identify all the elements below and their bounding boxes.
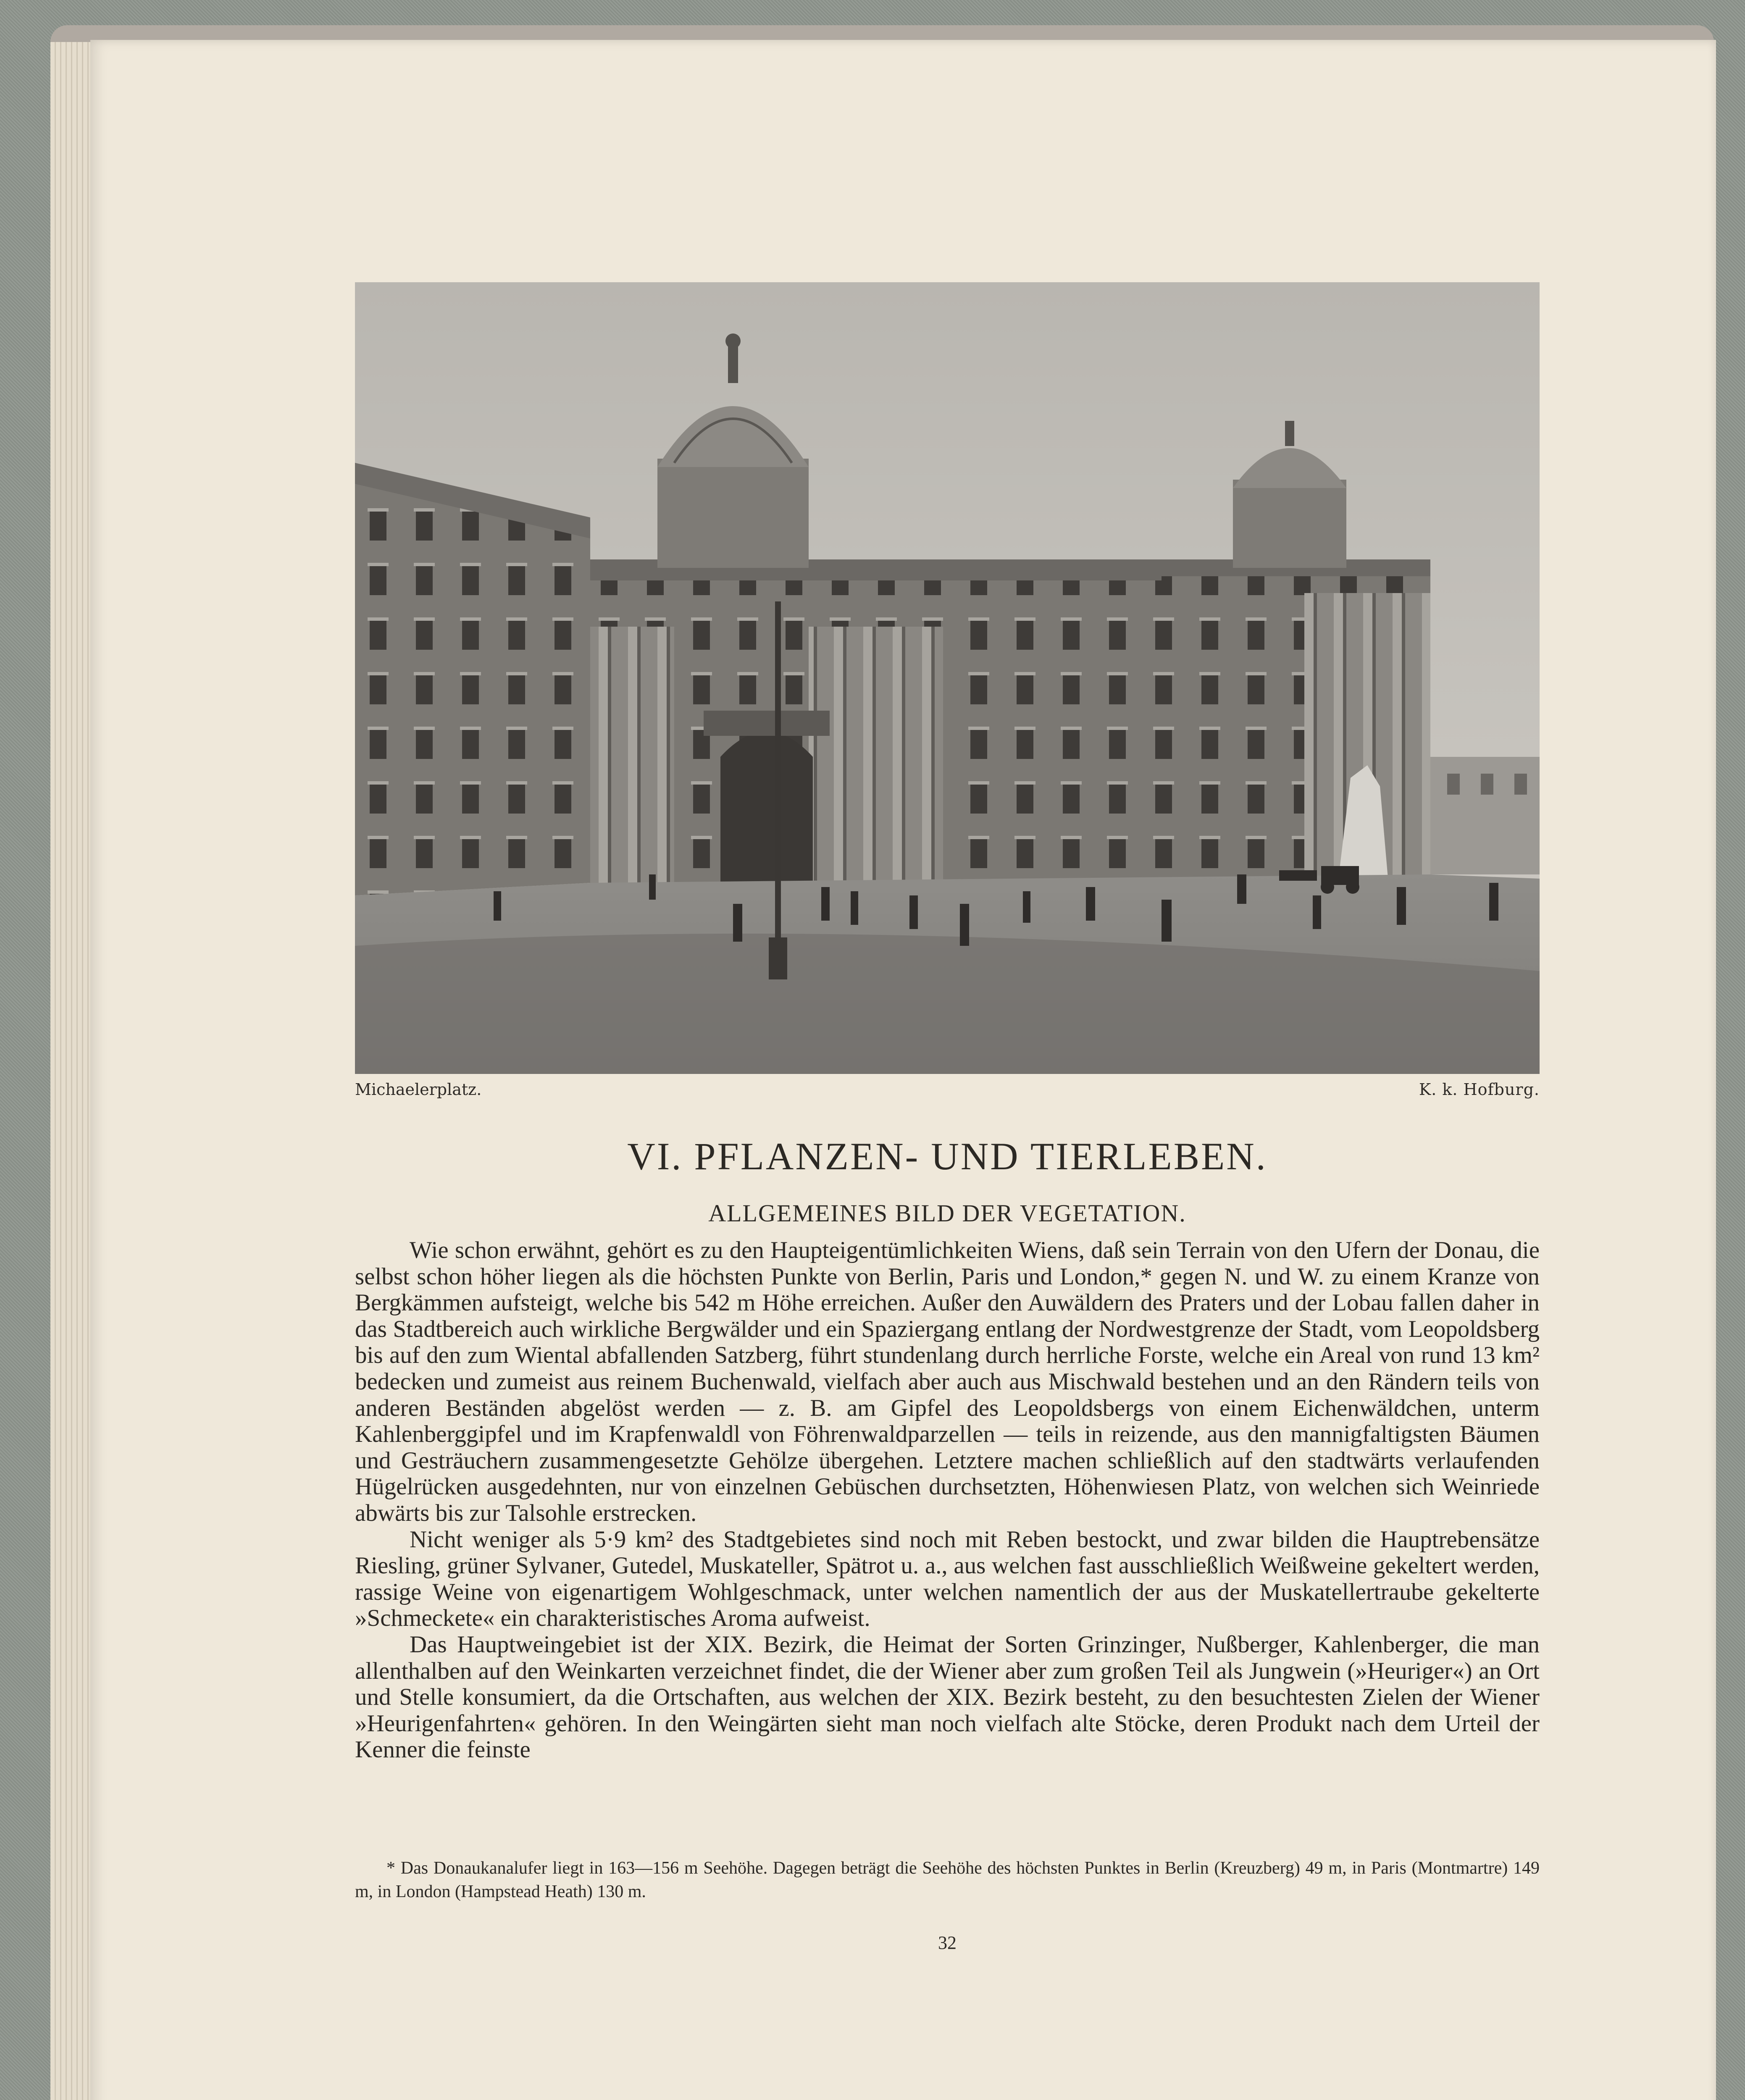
photo-caption-left: Michaelerplatz. bbox=[355, 1080, 482, 1099]
photo-caption-right: K. k. Hofburg. bbox=[1419, 1080, 1540, 1099]
hofburg-photograph-illustration bbox=[355, 282, 1540, 1074]
footnote-text: * Das Donaukanalufer liegt in 163—156 m Seehöhe. Dagegen beträgt die Seehöhe des höchsten Punktes in Berlin (Kreuzberg) 49 m, in Paris (Montmartre) 149 m, in London (Hampstead Heath) 130 m. bbox=[355, 1858, 1540, 1901]
page-number: 32 bbox=[938, 1932, 957, 1953]
paragraph-2: Nicht weniger als 5·9 km² des Stadtgebietes sind noch mit Reben bestockt, und zwar bilden die Hauptrebensätze Riesling, grüner Sylvaner, Gutedel, Muskateller, Spätrot u. a., aus welchen fast ausschließlich Weißweine gekeltert werden, rassige Weine von eigenartigem Wohlgeschmack, unter welchen namentlich der aus der Muskatellertraube gekelterte »Schmeckete« ein charakteristisches Aroma aufweist. bbox=[355, 1526, 1540, 1632]
footnote bbox=[355, 1856, 1540, 1903]
hofburg-photograph bbox=[355, 282, 1540, 1074]
chapter-title: VI. PFLANZEN- UND TIERLEBEN. bbox=[627, 1135, 1267, 1178]
paragraph-3: Das Hauptweingebiet ist der XIX. Bezirk, die Heimat der Sorten Grinzinger, Nußberger, Kahlenberger, die man allenthalben auf den Weinkarten verzeichnet findet, die der Wiener aber zum großen Teil als Jungwein (»Heuriger«) an Ort und Stelle konsumiert, da die Ortschaften, aus welchen der XIX. Bezirk besteht, zu den besuchtesten Zielen der Wiener »Heurigenfahrten« gehören. In den Weingärten sieht man noch vielfach alte Stöcke, deren Produkt nach dem Urteil der Kenner die feinste bbox=[355, 1631, 1540, 1763]
paragraph-1: Wie schon erwähnt, gehört es zu den Haupteigentümlichkeiten Wiens, daß sein Terrain von den Ufern der Donau, die selbst schon höher liegen als die höchsten Punkte von Berlin, Paris und London,* gegen N. und W. zu einem Kranze von Bergkämmen aufsteigt, welche bis 542 m Höhe erreichen. Außer den Auwäldern des Praters und der Lobau fallen daher in das Stadtbereich auch wirkliche Bergwälder und ein Spaziergang entlang der Nordwestgrenze der Stadt, vom Leopoldsberg bis auf den zum Wiental abfallenden Satzberg, führt stundenlang durch herrliche Forste, welche ein Areal von rund 13 km² bedecken und zumeist aus reinem Buchenwald, vielfach aber auch aus Mischwald bestehen und an den Rändern teils von anderen Beständen abgelöst werden — z. B. am Gipfel des Leopoldsbergs von einem Eichenwäldchen, unterm Kahlenberggipfel und im Krapfenwaldl von Föhrenwaldparzellen — teils in reizende, aus den mannigfaltigsten Bäumen und Gesträuchern zusammengesetzte Gehölze übergehen. Letztere machen schließlich auf den stadtwärts verlaufenden Hügelrücken ausgedehnten, nur von einzelnen Gebüschen durchsetzten, Höhenwiesen Platz, von welchen sich Weinriede abwärts bis zur Talsohle erstrecken. bbox=[355, 1237, 1540, 1526]
body-text bbox=[355, 1237, 1540, 1763]
section-title: ALLGEMEINES BILD DER VEGETATION. bbox=[708, 1200, 1186, 1227]
